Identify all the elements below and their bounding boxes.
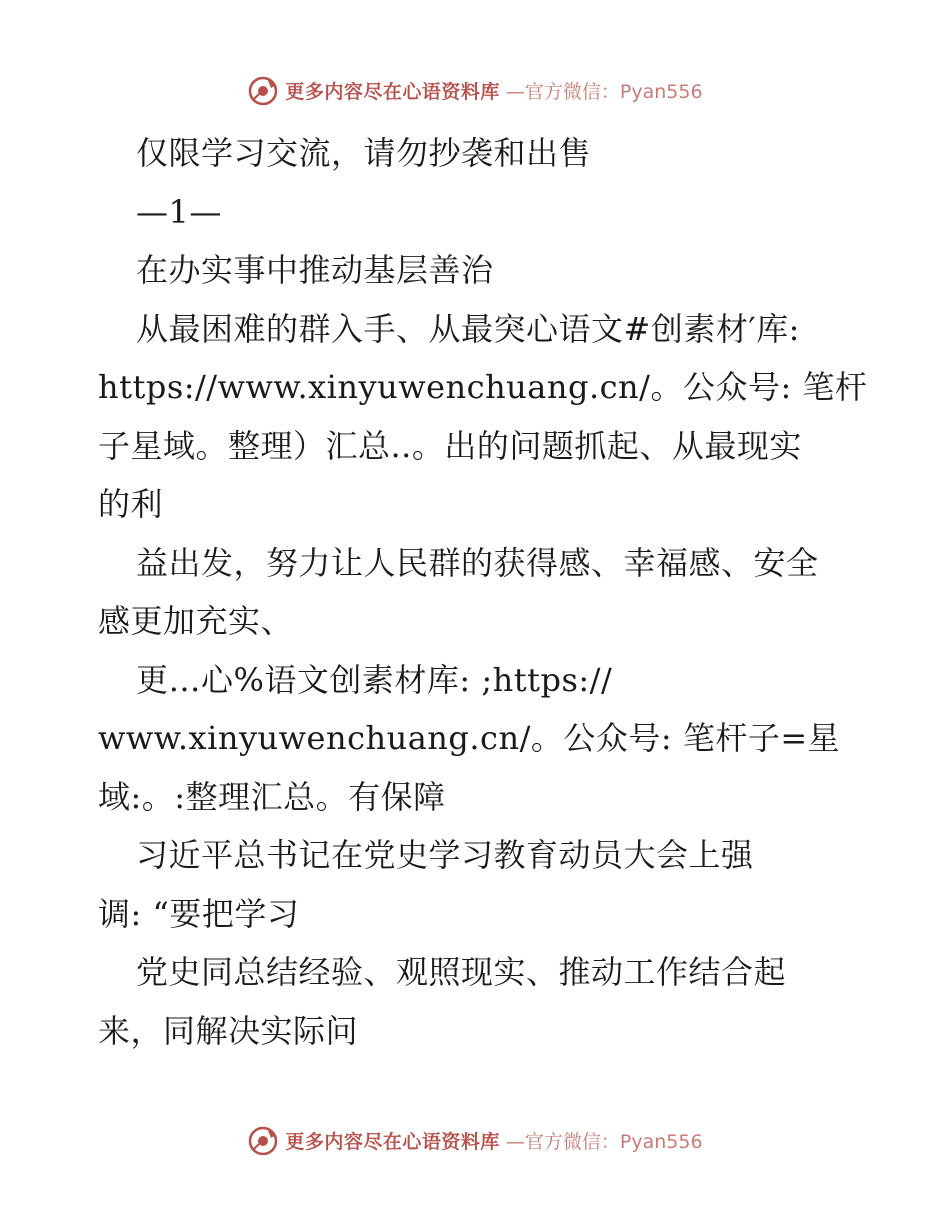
text-line: 域:。:整理汇总。有保障 bbox=[98, 777, 446, 816]
logo-icon bbox=[247, 74, 279, 106]
banner-main-text: 更多内容尽在心语资料库 bbox=[285, 80, 500, 103]
text-line: 习近平总书记在党史学习教育动员大会上强 bbox=[136, 836, 754, 874]
text-line: https://www.xinyuwenchuang.cn/。公众号: 笔杆 bbox=[98, 368, 868, 406]
page-number: —1— bbox=[136, 192, 222, 231]
header-watermark-banner bbox=[0, 70, 950, 110]
text-line: 感更加充实、 bbox=[98, 602, 294, 640]
footer-watermark-banner bbox=[0, 1120, 950, 1160]
banner-sub-text: —官方微信：Pyan556 bbox=[505, 1130, 703, 1153]
text-line: 从最困难的群入手、从最突心语文#创素材′库: bbox=[136, 309, 800, 348]
text-line: 子星域。整理）汇总..。出的问题抓起、从最现实 bbox=[98, 426, 802, 465]
text-line: 调: “要把学习 bbox=[98, 894, 300, 933]
logo-icon bbox=[247, 1124, 279, 1156]
text-line: www.xinyuwenchuang.cn/。公众号: 笔杆子=星 bbox=[98, 719, 841, 757]
text-line: 更…心%语文创素材库: ;https:// bbox=[136, 660, 613, 699]
banner-main-text: 更多内容尽在心语资料库 bbox=[285, 1130, 500, 1153]
text-line: 仅限学习交流，请勿抄袭和出售 bbox=[136, 134, 592, 172]
banner-sub-text: —官方微信：Pyan556 bbox=[505, 80, 703, 103]
text-line: 益出发，努力让人民群的获得感、幸福感、安全 bbox=[136, 543, 819, 582]
section-heading: 在办实事中推动基层善治 bbox=[136, 251, 494, 289]
text-line: 的利 bbox=[98, 485, 164, 523]
text-line: 党史同总结经验、观照现实、推动工作结合起 bbox=[136, 953, 787, 991]
document-body bbox=[98, 124, 868, 1060]
text-line: 来，同解决实际问 bbox=[98, 1011, 359, 1050]
